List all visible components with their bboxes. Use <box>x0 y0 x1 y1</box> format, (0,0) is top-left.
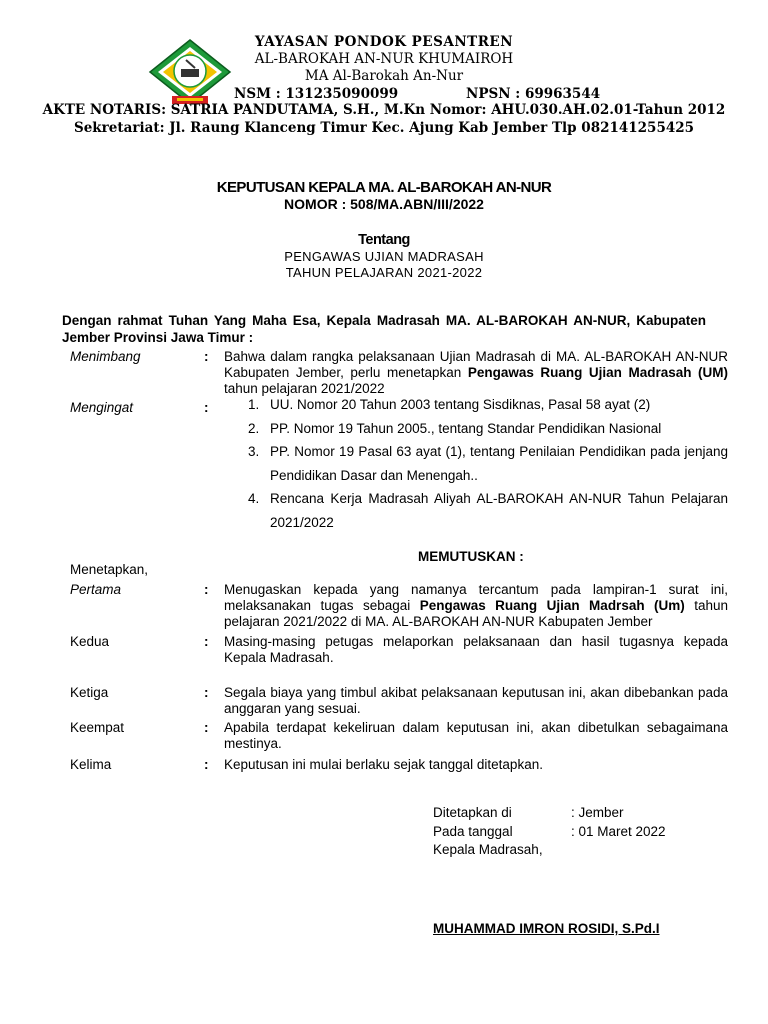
memutuskan-heading: MEMUTUSKAN : <box>418 549 524 564</box>
kelima-text: Keputusan ini mulai berlaku sejak tanggal ditetapkan. <box>224 757 543 772</box>
menimbang-text <box>224 349 728 397</box>
tentang-heading: Tentang <box>358 232 410 248</box>
keempat-text: Apabila terdapat kekeliruan dalam keputusan ini, akan dibetulkan sebagaimana mestinya. <box>224 720 728 751</box>
mengingat-label: Mengingat <box>70 400 134 415</box>
ketiga-colon: : <box>204 685 209 700</box>
menetapkan-label: Menetapkan, <box>70 562 149 577</box>
notary-line: AKTE NOTARIS: SATRIA PANDUTAMA, S.H., M.Kn Nomor: AHU.030.AH.02.01-Tahun 2012 <box>42 102 726 118</box>
npsn-number: NPSN : 69963544 <box>466 86 601 102</box>
pertama-text <box>224 582 728 630</box>
kedua-colon: : <box>204 634 209 649</box>
decree-number: NOMOR : 508/MA.ABN/III/2022 <box>284 196 484 212</box>
kedua-text: Masing-masing petugas melaporkan pelaksanaan dan hasil tugasnya kepada Kepala Madrasah. <box>224 634 728 665</box>
menimbang-colon: : <box>204 349 209 364</box>
pertama-colon: : <box>204 582 209 597</box>
foundation-name: YAYASAN PONDOK PESANTREN <box>254 34 514 50</box>
kedua-label: Kedua <box>70 634 110 649</box>
date-value: : 01 Maret 2022 <box>571 824 666 839</box>
pertama-label: Pertama <box>70 582 122 597</box>
school-name: MA Al-Barokah An-Nur <box>304 68 464 84</box>
subject-line-1: PENGAWAS UJIAN MADRASAH <box>284 249 484 264</box>
mengingat-item-number: 2. <box>248 421 260 436</box>
institution-name: AL-BAROKAH AN-NUR KHUMAIROH <box>254 51 514 67</box>
nsm-number: NSM : 131235090099 <box>234 86 399 102</box>
keempat-label: Keempat <box>70 720 125 735</box>
menimbang-label: Menimbang <box>70 349 141 364</box>
address-line: Sekretariat: Jl. Raung Klanceng Timur Kec. Ajung Kab Jember Tlp 082141255425 <box>73 120 695 136</box>
signer-role: Kepala Madrasah, <box>433 842 543 857</box>
menimbang-text-bold: Pengawas Ruang Ujian Madrasah (UM) <box>467 365 728 380</box>
signer-name: MUHAMMAD IMRON ROSIDI, S.Pd.I <box>433 921 660 936</box>
pertama-text-bold: Pengawas Ruang Ujian Madrsah (Um) <box>419 598 685 613</box>
ketiga-label: Ketiga <box>70 685 109 700</box>
menimbang-text-b: tahun pelajaran 2021/2022 <box>224 381 385 396</box>
kelima-colon: : <box>204 757 209 772</box>
mengingat-item-text: UU. Nomor 20 Tahun 2003 tentang Sisdiknas, Pasal 58 ayat (2) <box>270 397 651 412</box>
kelima-label: Kelima <box>70 757 112 772</box>
menimbang-text-a: Bahwa dalam rangka pelaksanaan Ujian Madrasah di MA. AL-BAROKAH AN-NUR Kabupaten Jember, perlu menetapkan <box>224 349 728 380</box>
place-label: Ditetapkan di <box>433 805 512 820</box>
mengingat-item-text: PP. Nomor 19 Tahun 2005., tentang Standar Pendidikan Nasional <box>270 421 662 436</box>
subject-line-2: TAHUN PELAJARAN 2021-2022 <box>285 265 483 280</box>
place-value: : Jember <box>571 805 624 820</box>
pertama-text-b: tahun pelajaran 2021/2022 di MA. AL-BAROKAH AN-NUR Kabupaten Jember <box>224 598 728 629</box>
mengingat-item-text: Rencana Kerja Madrasah Aliyah AL-BAROKAH AN-NUR Tahun Pelajaran 2021/2022 <box>270 491 728 530</box>
mengingat-item-number: 3. <box>248 444 260 459</box>
mengingat-colon: : <box>204 400 209 415</box>
keempat-colon: : <box>204 720 209 735</box>
pertama-text-a: Menugaskan kepada yang namanya tercantum pada lampiran-1 surat ini, melaksanakan tugas sebagai <box>224 582 728 613</box>
ketiga-text: Segala biaya yang timbul akibat pelaksanaan keputusan ini, akan dibebankan pada anggaran yang sesuai. <box>224 685 728 716</box>
decree-title: KEPUTUSAN KEPALA MA. AL-BAROKAH AN-NUR <box>216 179 552 196</box>
mengingat-item-number: 4. <box>248 491 260 506</box>
mengingat-item-text: PP. Nomor 19 Pasal 63 ayat (1), tentang Penilaian Pendidikan pada jenjang Pendidikan Dasar dan Menengah.. <box>270 444 728 483</box>
mengingat-item-number: 1. <box>248 397 260 412</box>
intro-paragraph: Dengan rahmat Tuhan Yang Maha Esa, Kepala Madrasah MA. AL-BAROKAH AN-NUR, Kabupaten Jember Provinsi Jawa Timur : <box>62 313 706 345</box>
date-label: Pada tanggal <box>433 824 513 839</box>
